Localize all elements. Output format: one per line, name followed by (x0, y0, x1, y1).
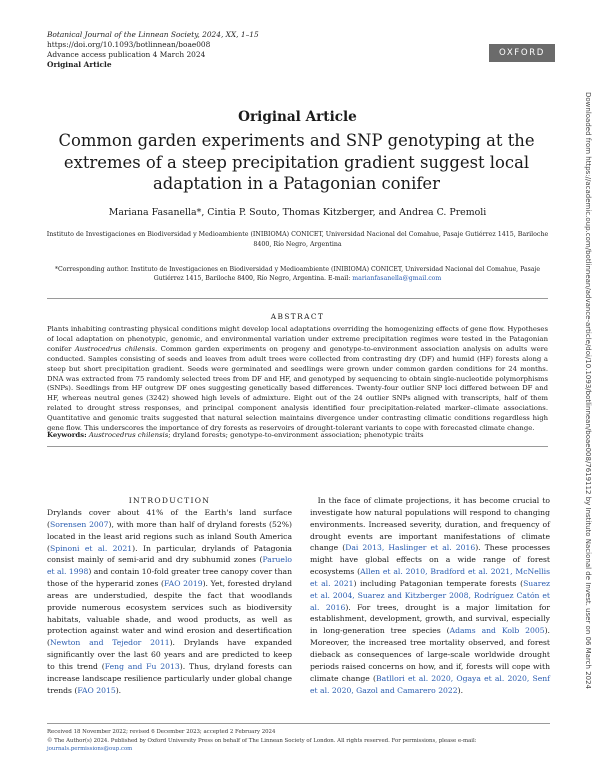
corresponding-text: *Corresponding author. Instituto de Investigaciones en Biodiversidad y Medioambiente (INIBIOMA) CONICET, Universidad Nacional del Comahue, Pasaje Gutiérrez 1415, Bariloche 8400, Río Negro, Argentina. E-mail: (54, 266, 541, 283)
corresponding-author (46, 265, 549, 284)
keyword-species: Austrocedrus chilensis (88, 431, 169, 439)
body-text: ). Yet, forested dryland areas are understudied, despite the fact that woodlands provide numerous ecosystem services such as biodiversity habitats, valuable shade, and wood products, as well as protection against water and wind erosion and desertification ( (47, 579, 292, 648)
footer-rule (47, 723, 550, 724)
intro-column-right (310, 495, 550, 696)
body-text: ). (457, 685, 464, 695)
body-text: ). Drylands have expanded significantly over the last 60 years and are predicted to keep to this trend ( (47, 638, 293, 671)
abstract-species: Austrocedrus chilensis (74, 344, 156, 353)
author-list: Mariana Fasanella*, Cintia P. Souto, Thomas Kitzberger, and Andrea C. Premoli (108, 207, 487, 218)
article-type-label: Original Article (47, 60, 112, 69)
keywords-label: Keywords: (47, 431, 87, 439)
received-dates: Received 18 November 2022; revised 6 December 2023; accepted 2 February 2024 (47, 729, 276, 735)
citation-link[interactable]: Batllori et al. 2020, Ogaya et al. 2020, Senf et al. 2020, Gazol and Camarero 2022 (310, 673, 550, 695)
citation-link[interactable]: FAO 2019 (164, 579, 203, 589)
author-email-link[interactable]: marianfasanella@gmail.com (352, 275, 442, 283)
citation-link[interactable]: Dai 2013, Haslinger et al. 2016 (345, 543, 476, 553)
intro-column-left (47, 507, 292, 697)
body-text: ) and contain 10-fold greater tree canopy cover than those of the hyperarid zones ( (47, 567, 292, 589)
copyright-notice (47, 737, 550, 754)
article-title: Common garden experiments and SNP genotyping at the extremes of a steep precipitation gradient suggest local adaptation in a Patagonian conifer (58, 131, 535, 193)
body-text: ). In particular, drylands of Patagonia consist mainly of semi-arid and dry subhumid zones ( (47, 543, 292, 565)
citation-link[interactable]: Newton and Tejedor 2011 (49, 638, 170, 648)
copyright-text: © The Author(s) 2024. Published by Oxford University Press on behalf of The Linnean Society of London. All rights reserved. For permissions, please e-mail: (47, 737, 477, 744)
body-text: Drylands cover about 41% of the Earth's land surface ( (47, 508, 292, 529)
permissions-email-link[interactable]: journals.permissions@oup.com (47, 746, 133, 753)
abstract-part: Plants inhabiting contrasting physical conditions might develop local adaptations overriding the homogenizing effects of gene flow. Hypotheses of local adaptation on phenotypic, genomic, and environmental variation under extreme precipitation regimes were tested in the Patagonian conifer (47, 325, 548, 353)
journal-citation: Botanical Journal of the Linnean Society, 2024, XX, 1–15 (47, 30, 259, 39)
body-text: ). (115, 685, 122, 695)
citation-link[interactable]: Spinoni et al. 2021 (49, 543, 133, 553)
article-kind-heading: Original Article (238, 109, 357, 125)
abstract-bottom-rule (47, 446, 548, 447)
body-text: ). For trees, drought is a major limitation for establishment, development, growth, and survival, especially in long-generation tree species ( (310, 602, 550, 636)
body-text: ). Moreover, the increased tree mortality observed, and forest dieback as consequences of large-scale worldwide drought periods raised concerns on how, and if, forests will cope with climate change ( (310, 626, 550, 683)
keywords (47, 431, 548, 439)
citation-link[interactable]: Suarez et al. 2004, Suarez and Kitzberger 2008, Rodríguez Catón et al. 2016 (310, 578, 550, 612)
citation-link[interactable]: FAO 2015 (77, 685, 116, 695)
body-text: ) including Patagonian temperate forests ( (353, 578, 524, 588)
body-text: In the face of climate projections, it has become crucial to investigate how natural populations will respond to changing environments. Increased severity, duration, and frequency of drought events are important manifestations of climate change ( (310, 496, 550, 553)
article-footer (47, 728, 550, 754)
citation-link[interactable]: Allen et al. 2010, Bradford et al. 2021, McNellis et al. 2021 (310, 567, 550, 588)
keywords-rest: ; dryland forests; genotype-to-environment association; phenotypic traits (168, 431, 424, 439)
citation-link[interactable]: Paruelo et al. 1998 (47, 555, 292, 577)
introduction-heading: INTRODUCTION (128, 496, 211, 505)
affiliation: Instituto de Investigaciones en Biodiversidad y Medioambiente (INIBIOMA) CONICET, Universidad Nacional del Comahue, Pasaje Gutiérrez 1415, Bariloche 8400, Río Negro, Argentina (46, 231, 549, 248)
download-notice: Downloaded from https://academic.oup.com/botlinnean/advance-article/doi/10.1093/botlinnean/boae008/7619112 by Instituto Nacional de Invest. user on 06 March 2024 (584, 92, 592, 690)
download-sidebar (580, 92, 594, 692)
oxford-logo: OXFORD (489, 44, 555, 62)
doi-link[interactable]: https://doi.org/10.1093/botlinnean/boae008 (47, 40, 211, 49)
abstract-text (47, 325, 548, 434)
journal-header (47, 30, 259, 70)
abstract-heading: ABSTRACT (270, 312, 325, 321)
access-date: Advance access publication 4 March 2024 (47, 50, 206, 59)
citation-link[interactable]: Adams and Kolb 2005 (449, 626, 545, 636)
citation-link[interactable]: Sorensen 2007 (49, 519, 109, 529)
abstract-part: . Common garden experiments on progeny and genotype-to-environment association analysis on adults were conducted. Samples consisting of seeds and leaves from adult trees were collected from contrasting dry (DF) and humid (HF) forests along a steep but short precipitation gradient. Seeds were germinated and seedlings were grown under common garden conditions for 24 months. DNA was extracted from 75 randomly selected trees from DF and HF, and genotyped by sequencing to obtain single-nucleotide polymorphisms (SNPs). Seedlings from HF outgrew DF ones suggesting genetically based differences. Twenty-four outlier SNP loci differed between DF and HF, whereas neutral genes (3242) showed high levels of admixture. Eight out of the 24 outlier SNPs aligned with transcripts, half of them related to drought stress responses, and principal component analysis identified four precipitation-related marker–climate associations. Quantitative and genomic traits suggested that natural selection maintains divergence under contrasting climatic conditions regardless high gene flow. This underscores the importance of dry forests as reservoirs of drought-tolerant variants to cope with forecasted climate change. (47, 344, 548, 433)
body-text: ), with more than half of dryland forests (52%) located in the least arid regions such as inland South America ( (47, 519, 292, 553)
citation-link[interactable]: Feng and Fu 2013 (104, 661, 180, 671)
abstract-top-rule (47, 298, 548, 299)
body-text: ). These processes might have global effects on a wide range of forest ecosystems ( (310, 543, 551, 577)
body-text: ). Thus, dryland forests can increase landscape resilience particularly under global change trends ( (47, 661, 292, 695)
